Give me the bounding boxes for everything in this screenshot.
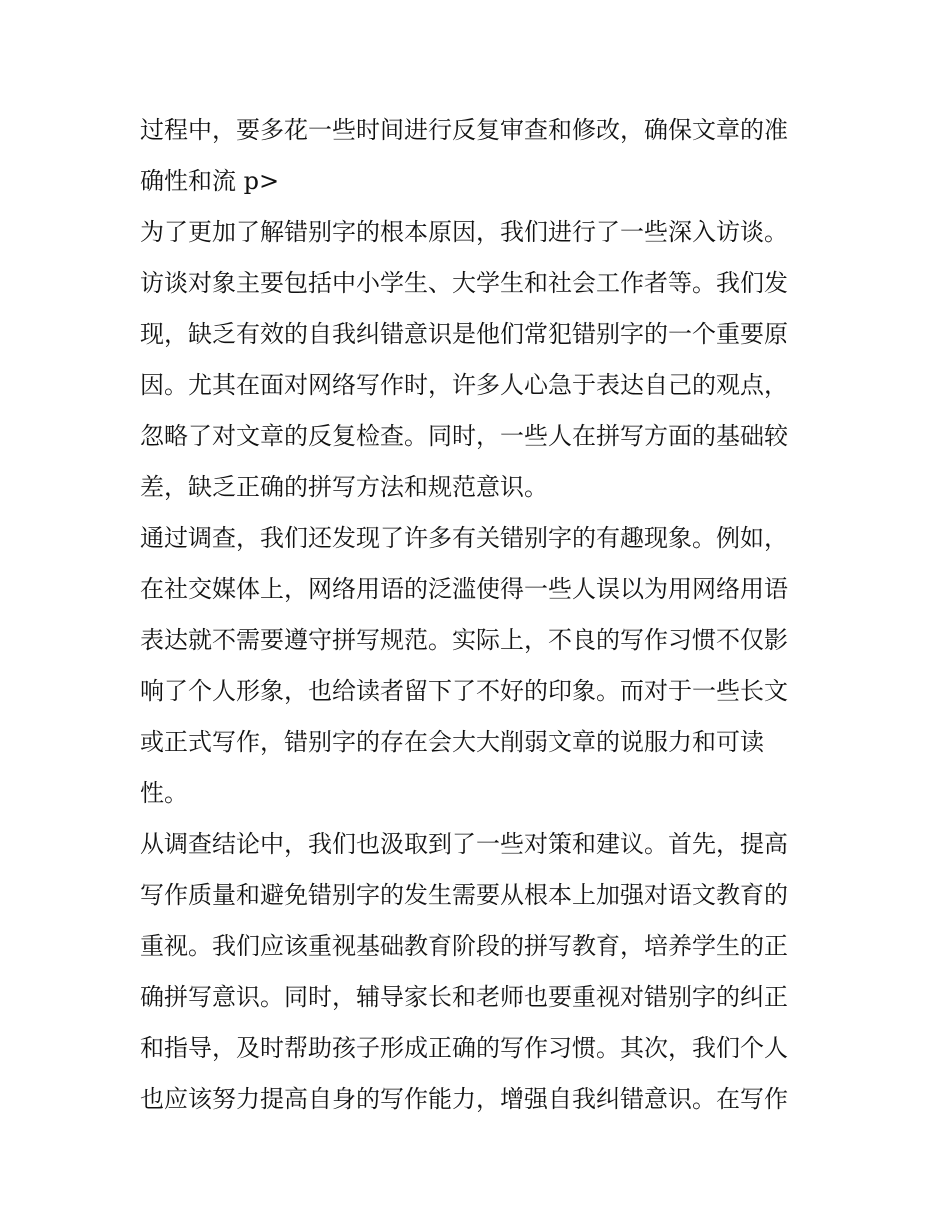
text-line: 写作质量和避免错别字的发生需要从根本上加强对语文教育的 [140,881,788,909]
text-line: 通过调查，我们还发现了许多有关错别字的有趣现象。例如， [140,524,788,552]
text-line: 表达就不需要遵守拼写规范。实际上，不良的写作习惯不仅影 [140,626,788,654]
text-line: 差，缺乏正确的拼写方法和规范意识。 [140,473,548,501]
text-line: 现，缺乏有效的自我纠错意识是他们常犯错别字的一个重要原 [140,320,788,348]
text-line: 访谈对象主要包括中小学生、大学生和社会工作者等。我们发 [140,269,788,297]
text-line: 忽略了对文章的反复检查。同时，一些人在拼写方面的基础较 [140,422,788,450]
text-line: 为了更加了解错别字的根本原因，我们进行了一些深入访谈。 [140,218,788,246]
text-line: 性。 [140,779,188,807]
document-body [140,105,812,1125]
text-line: 确性和流 p> [140,167,280,195]
text-line: 也应该努力提高自身的写作能力，增强自我纠错意识。在写作 [140,1085,788,1113]
text-line: 过程中，要多花一些时间进行反复审查和修改，确保文章的准 [140,116,788,144]
text-line: 确拼写意识。同时，辅导家长和老师也要重视对错别字的纠正 [140,983,788,1011]
text-line: 响了个人形象，也给读者留下了不好的印象。而对于一些长文 [140,677,788,705]
text-line: 和指导，及时帮助孩子形成正确的写作习惯。其次，我们个人 [140,1034,788,1062]
text-line: 重视。我们应该重视基础教育阶段的拼写教育，培养学生的正 [140,932,788,960]
text-line: 在社交媒体上，网络用语的泛滥使得一些人误以为用网络用语 [140,575,788,603]
text-line: 或正式写作，错别字的存在会大大削弱文章的说服力和可读 [140,728,764,756]
text-line: 从调查结论中，我们也汲取到了一些对策和建议。首先，提高 [140,830,788,858]
text-line: 因。尤其在面对网络写作时，许多人心急于表达自己的观点， [140,371,788,399]
